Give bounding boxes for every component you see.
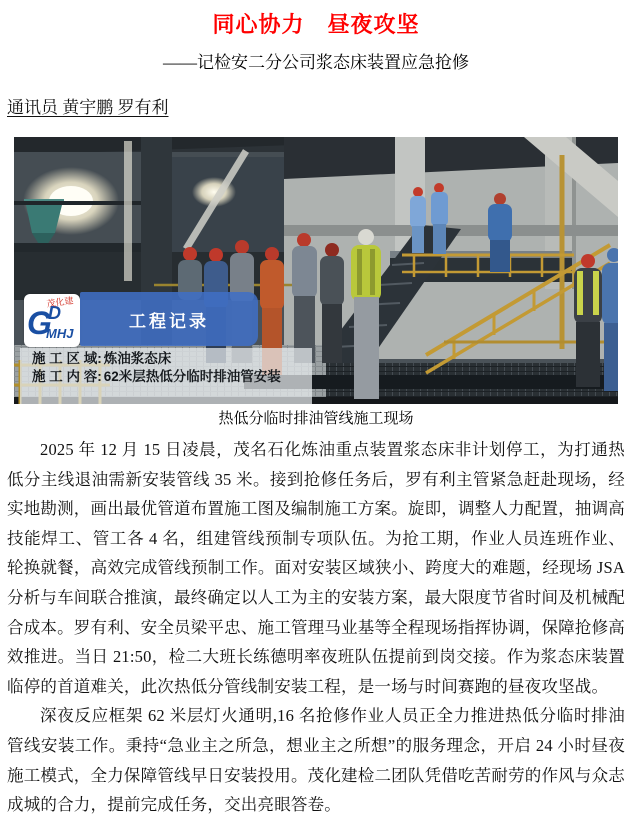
record-row-value: 炼油浆态床 bbox=[103, 351, 172, 366]
record-row-area bbox=[32, 350, 312, 368]
logo-letter-d: D bbox=[48, 303, 61, 323]
record-row-label: 施 工 区 域: bbox=[32, 351, 102, 366]
worker bbox=[292, 233, 317, 363]
worker bbox=[320, 243, 344, 363]
record-row-content bbox=[32, 368, 312, 386]
worker bbox=[574, 254, 602, 387]
record-row-value: 62米层热低分临时排油管安装 bbox=[103, 369, 281, 384]
worker-hivis bbox=[351, 229, 381, 399]
photo-caption: 热低分临时排油管线施工现场 bbox=[218, 411, 414, 427]
article-body bbox=[7, 435, 625, 820]
worker bbox=[602, 248, 618, 391]
worker-upper bbox=[431, 183, 448, 254]
logo-letter-g: G bbox=[27, 305, 52, 341]
page-title: 同心协力 昼夜攻坚 bbox=[212, 12, 420, 37]
worksite-photo bbox=[14, 137, 618, 404]
logo-cn-text: 茂化建 bbox=[45, 295, 75, 309]
page-subtitle: ——记检安二分公司浆态床装置应急抢修 bbox=[163, 53, 469, 72]
paragraph: 深夜反应框架 62 米层灯火通明,16 名抢修作业人员正全力推进热低分临时排油管线安装工作。秉持“急业主之所急，想业主之所想”的服务理念，开启 24 小时昼夜施工模式，全力保障管线早日安装投用。茂化建检二团队凭借吃苦耐劳的作风与众志成城的合力，提前完成任务，交出亮眼答卷。 bbox=[7, 706, 625, 815]
record-row-label: 施 工 内 容: bbox=[32, 369, 102, 384]
company-logo bbox=[24, 294, 80, 347]
article-page bbox=[0, 8, 632, 814]
record-banner bbox=[80, 292, 258, 346]
paragraph: 2025 年 12 月 15 日凌晨，茂名石化炼油重点装置浆态床非计划停工，为打通热低分主线退油需新安装管线 35 米。接到抢修任务后，罗有利主管紧急赶赴现场，经实地勘测，画出最优管道布置施工图及编制施工方案。旋即，调整人力配置，抽调高技能焊工、管工各 4 名，组建管线预制专项队伍。为抢工期，作业人员连班作业、轮换就餐，高效完成管线预制工作。面对安装区域狭小、跨度大的难题，经现场 JSA 分析与车间联合推演，最终确定以人工为主的安装方案，最大限度节省时间及机械配合成本。罗有利、安全员梁平忠、施工管理马业基等全程现场指挥协调，保障抢修高效推进。当日 21:50，检二大班长练德明率夜班队伍提前到岗交接。作为浆态床装置临停的首道难关，此次热低分管线制安装工程，是一场与时间赛跑的昼夜攻坚战。 bbox=[7, 440, 625, 696]
record-banner-title: 工程记录 bbox=[129, 311, 209, 331]
bright-pipe bbox=[124, 141, 132, 281]
byline: 通讯员 黄宇鹏 罗有利 bbox=[7, 98, 169, 117]
record-info bbox=[20, 348, 312, 404]
worker-upper bbox=[410, 187, 426, 253]
logo-letters-mhj: MHJ bbox=[46, 326, 74, 341]
